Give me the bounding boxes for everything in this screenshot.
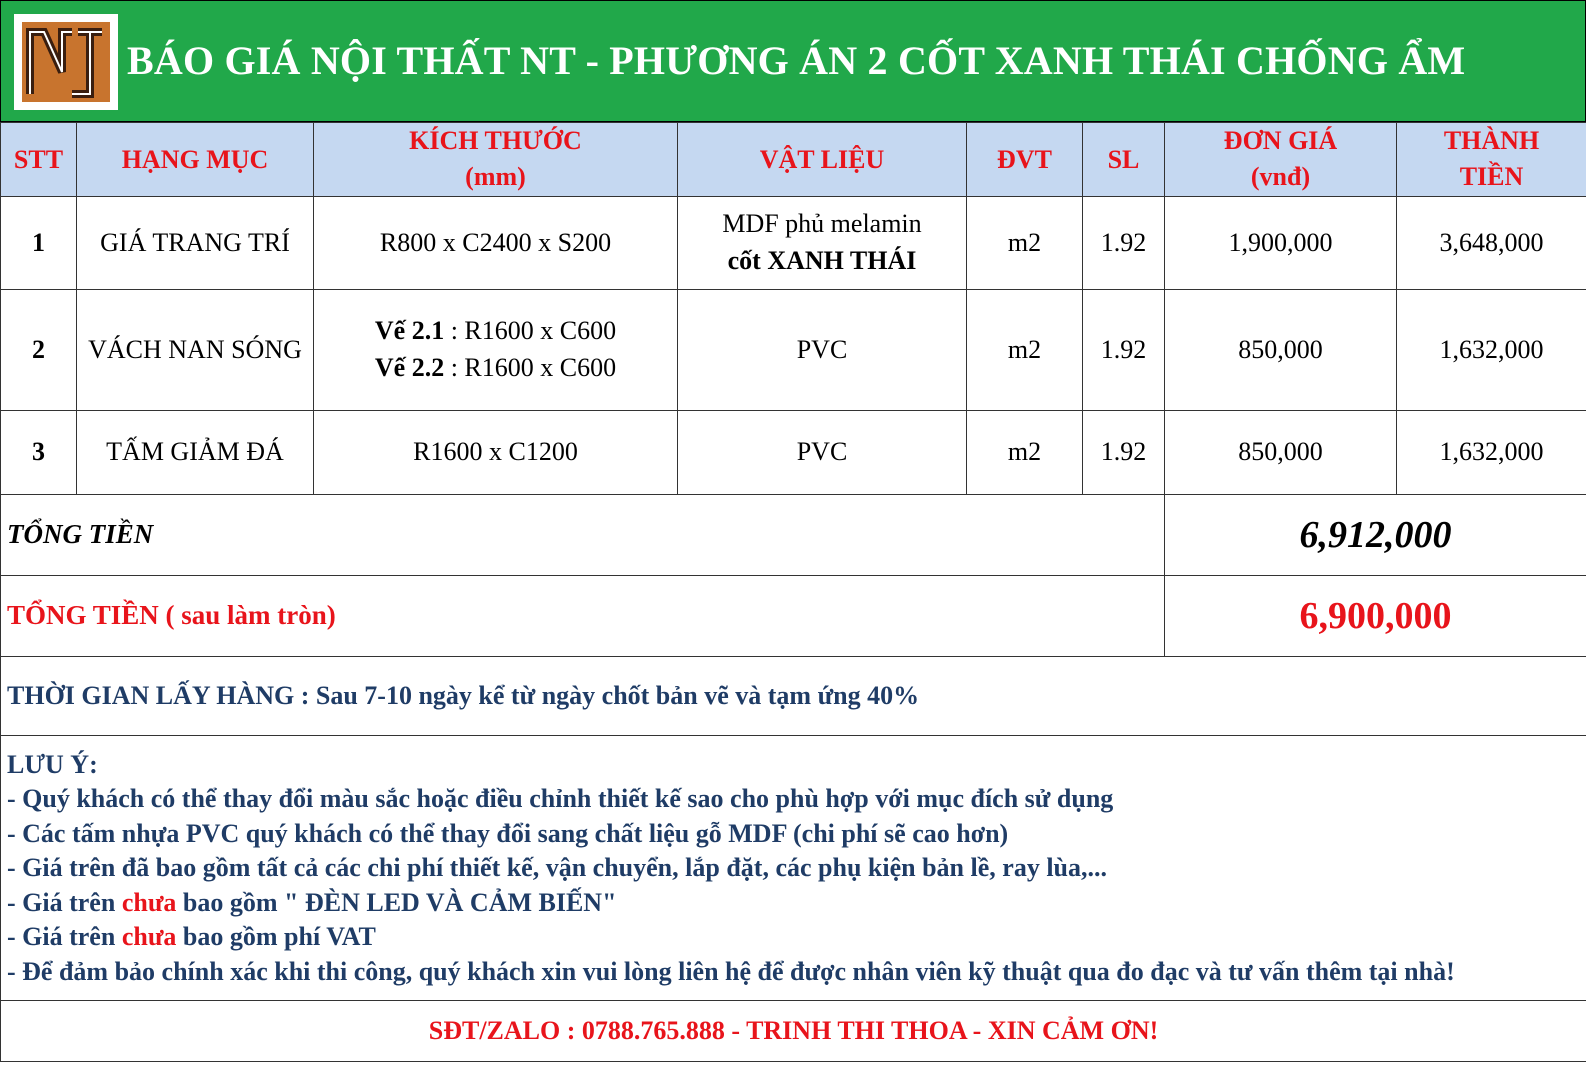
col-material: VẬT LIỆU: [678, 123, 967, 197]
col-qty: SL: [1083, 123, 1165, 197]
cell-stt: 3: [1, 410, 77, 494]
page-title: BÁO GIÁ NỘI THẤT NT - PHƯƠNG ÁN 2 CỐT XANH THÁI CHỐNG ẨM: [127, 38, 1466, 83]
note-line: - Quý khách có thể thay đổi màu sắc hoặc điều chỉnh thiết kế sao cho phù hợp với mục đích sử dụng: [7, 784, 1114, 814]
col-size: KÍCH THƯỚC (mm): [314, 123, 678, 197]
note-line: - Giá trên chưa bao gồm " ĐÈN LED VÀ CẢM BIẾN": [7, 887, 617, 917]
delivery-time: THỜI GIAN LẤY HÀNG : Sau 7-10 ngày kể từ ngày chốt bản vẽ và tạm ứng 40%: [1, 656, 1586, 735]
total-row: [1, 494, 1586, 575]
rounded-total-row: [1, 575, 1586, 656]
notes-row: [1, 735, 1586, 1000]
cell-stt: 2: [1, 289, 77, 410]
cell-price: 1,900,000: [1165, 196, 1397, 289]
col-amount: THÀNH TIỀN: [1397, 123, 1586, 197]
cell-material: PVC: [678, 289, 967, 410]
table-row: [1, 410, 1586, 494]
cell-qty: 1.92: [1083, 410, 1165, 494]
nt-monogram-icon: [22, 22, 110, 102]
col-unit: ĐVT: [967, 123, 1083, 197]
table-row: [1, 289, 1586, 410]
note-line: - Các tấm nhựa PVC quý khách có thể thay đổi sang chất liệu gỗ MDF (chi phí sẽ cao hơn): [7, 818, 1009, 848]
notes-block: [1, 735, 1586, 1000]
logo-mark: [22, 22, 110, 102]
rounded-total-label: TỔNG TIỀN ( sau làm tròn): [1, 575, 1165, 656]
cell-item: GIÁ TRANG TRÍ: [77, 196, 314, 289]
cell-material: MDF phủ melamin cốt XANH THÁI: [678, 196, 967, 289]
total-value: 6,912,000: [1165, 494, 1586, 575]
table-header-row: [1, 123, 1586, 197]
cell-size: R1600 x C1200: [314, 410, 678, 494]
cell-price: 850,000: [1165, 289, 1397, 410]
delivery-row: [1, 656, 1586, 735]
total-label: TỔNG TIỀN: [1, 494, 1165, 575]
cell-material: PVC: [678, 410, 967, 494]
contact-info: SĐT/ZALO : 0788.765.888 - TRINH THI THOA - XIN CẢM ƠN!: [1, 1000, 1586, 1061]
note-line: - Giá trên chưa bao gồm phí VAT: [7, 922, 376, 952]
cell-item: VÁCH NAN SÓNG: [77, 289, 314, 410]
cell-qty: 1.92: [1083, 196, 1165, 289]
note-line: - Để đảm bảo chính xác khi thi công, quý khách xin vui lòng liên hệ để được nhân viên kỹ thuật qua đo đạc và tư vấn thêm tại nhà!: [7, 956, 1455, 986]
title-bar: [0, 0, 1586, 122]
cell-price: 850,000: [1165, 410, 1397, 494]
cell-size: Vế 2.1 : R1600 x C600 Vế 2.2 : R1600 x C600: [314, 289, 678, 410]
cell-unit: m2: [967, 289, 1083, 410]
col-item: HẠNG MỤC: [77, 123, 314, 197]
table-row: [1, 196, 1586, 289]
cell-qty: 1.92: [1083, 289, 1165, 410]
contact-row: [1, 1000, 1586, 1061]
cell-amount: 1,632,000: [1397, 289, 1586, 410]
col-stt: STT: [1, 123, 77, 197]
cell-unit: m2: [967, 196, 1083, 289]
cell-stt: 1: [1, 196, 77, 289]
quotation-table: [0, 122, 1586, 1062]
cell-item: TẤM GIẢM ĐÁ: [77, 410, 314, 494]
cell-unit: m2: [967, 410, 1083, 494]
cell-size: R800 x C2400 x S200: [314, 196, 678, 289]
company-logo: [14, 14, 118, 110]
cell-amount: 3,648,000: [1397, 196, 1586, 289]
col-price: ĐƠN GIÁ (vnđ): [1165, 123, 1397, 197]
notes-title: LƯU Ý:: [7, 749, 98, 779]
cell-amount: 1,632,000: [1397, 410, 1586, 494]
rounded-total-value: 6,900,000: [1165, 575, 1586, 656]
note-line: - Giá trên đã bao gồm tất cả các chi phí thiết kế, vận chuyển, lắp đặt, các phụ kiện bản lề, ray lùa,...: [7, 853, 1107, 883]
